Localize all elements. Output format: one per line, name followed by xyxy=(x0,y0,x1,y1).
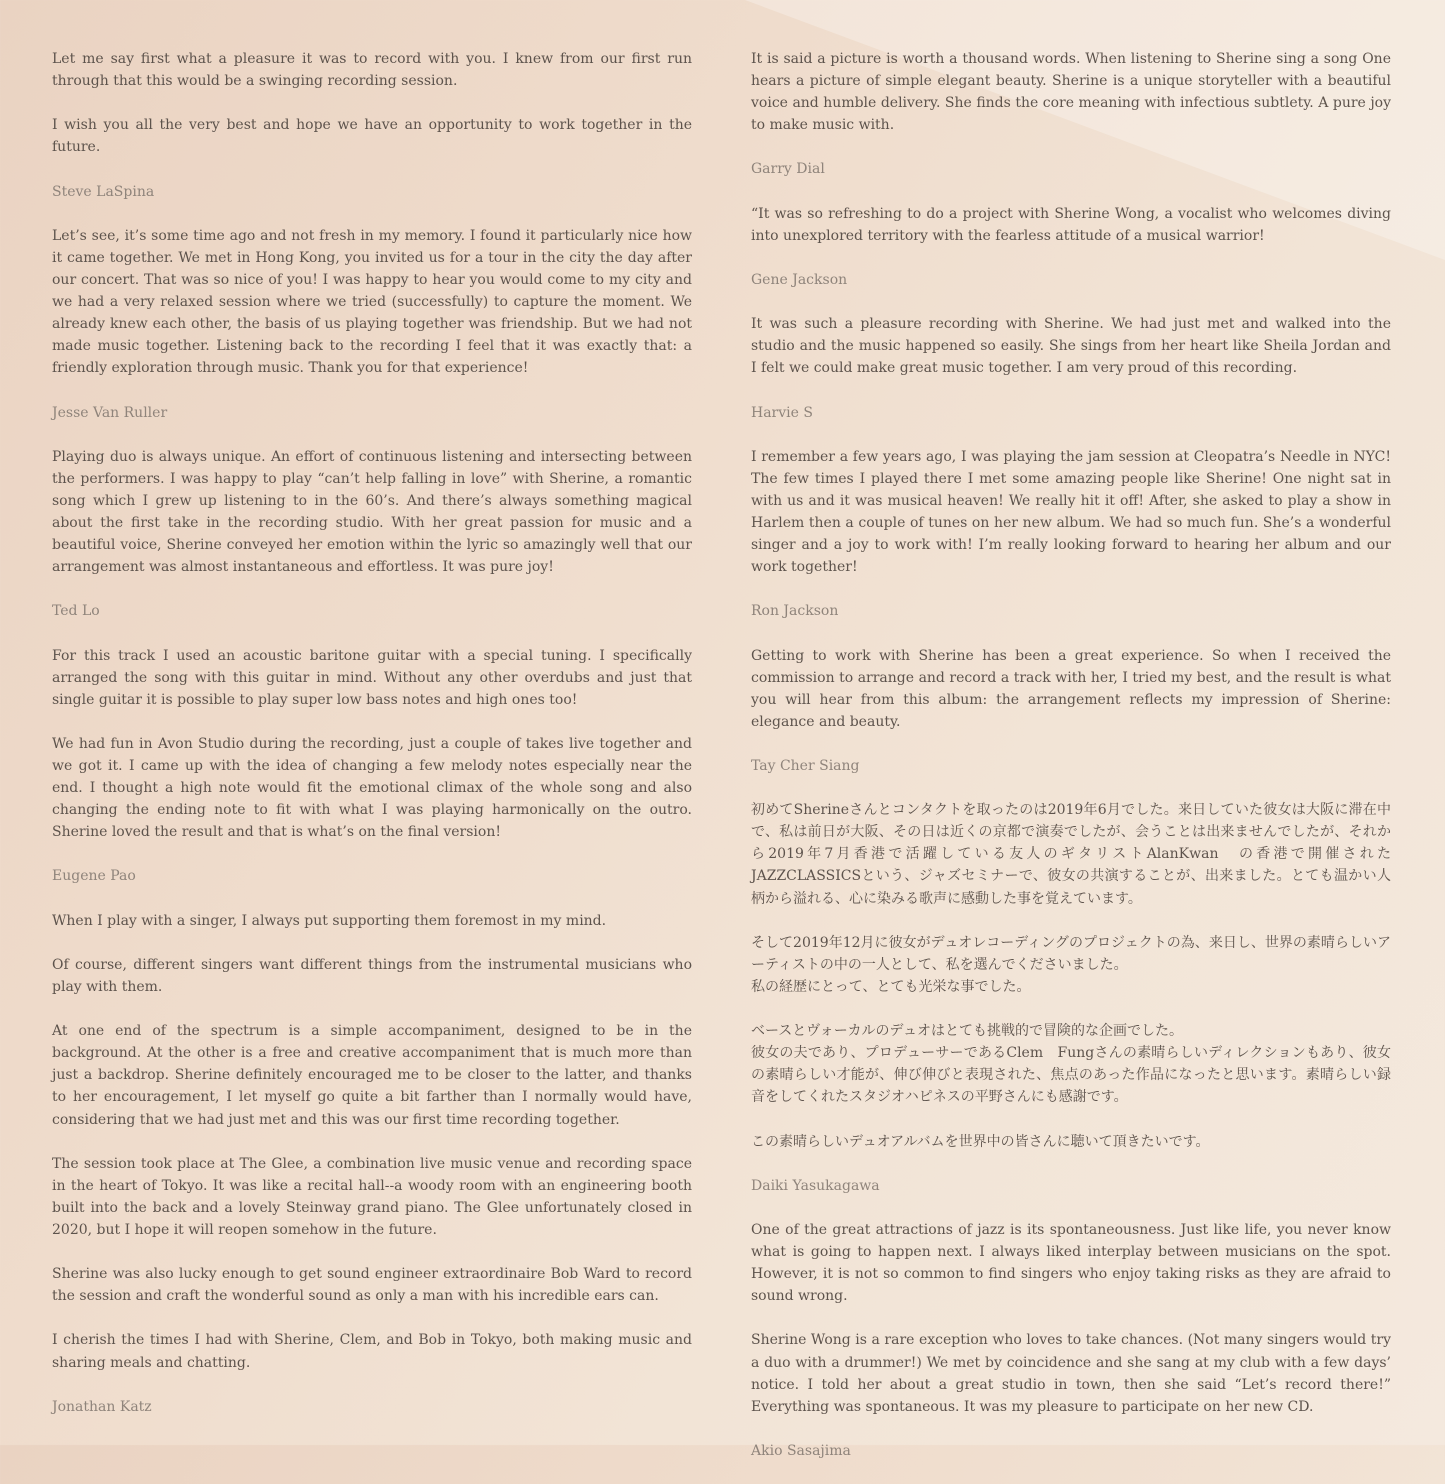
testimonial-paragraph: ベースとヴォーカルのデュオはとても挑戦的で冒険的な企画でした。 彼女の夫であり、プロデューサーであるClem Fungさんの素晴らしいディレクションもあり、彼女の素晴らしい才能が、伸び伸びと表現された、焦点のあった作品になったと思います。素晴らしい録音をしてくれたスタジオハピネスの平野さんにも感謝です。 xyxy=(751,1023,1391,1106)
testimonial-paragraph: I cherish the times I had with Sherine, Clem, and Bob in Tokyo, both making music and sharing meals and chatting. xyxy=(52,1332,692,1371)
author-signature: Garry Dial xyxy=(751,161,825,178)
testimonial-paragraph: For this track I used an acoustic baritone guitar with a special tuning. I specifically arranged the song with this guitar in mind. Without any other overdubs and just that single guitar it is possible to play super low bass notes and high ones too! xyxy=(52,647,692,708)
right-column xyxy=(751,48,1391,1484)
author-signature: Ron Jackson xyxy=(751,603,839,620)
testimonial-paragraph: 初めてSherineさんとコンタクトを取ったのは2019年6月でした。来日していた彼女は大阪に滞在中で、私は前日が大阪、その日は近くの京都で演奏でしたが、会うことは出来ませんでしたが、それから2019年7月香港で活躍している友人のギタリストAlanKwan の香港で開催されたJAZZCLASSICSという、ジャズセミナーで、彼女の共演することが、出来ました。とても温かい人柄から溢れる、心に染みる歌声に感動した事を覚えています。 xyxy=(751,802,1391,907)
author-signature: Gene Jackson xyxy=(751,271,848,288)
testimonial-paragraph: I remember a few years ago, I was playing the jam session at Cleopatra’s Needle in NYC! The few times I played there I met some amazing people like Sherine! One night sat in with us and it was musical heaven! We really hit it off! After, she asked to play a show in Harlem then a couple of tunes on her new album. We had so much fun. She’s a wonderful singer and a joy to work with! I’m really looking forward to hearing her album and our work together! xyxy=(751,448,1391,576)
author-signature: Jonathan Katz xyxy=(52,1398,152,1415)
testimonial-paragraph: Getting to work with Sherine has been a great experience. So when I received the commission to arrange and record a track with her, I tried my best, and the result is what you will hear from this album: the arrangement reflects my impression of Sherine: elegance and beauty. xyxy=(751,647,1391,730)
testimonial-paragraph: At one end of the spectrum is a simple accompaniment, designed to be in the background. At the other is a free and creative accompaniment that is much more than just a backdrop. Sherine definitely encouraged me to be closer to the latter, and thanks to her encouragement, I let myself go quite a bit farther than I normally would have, considering that we had just met and this was our first time recording together. xyxy=(52,1023,692,1128)
author-signature: Akio Sasajima xyxy=(751,1442,851,1459)
testimonial-paragraph: I wish you all the very best and hope we have an opportunity to work together in the future. xyxy=(52,117,692,156)
testimonial-paragraph: この素晴らしいデュオアルバムを世界中の皆さんに聴いて頂きたいです。 xyxy=(751,1133,1210,1150)
testimonial-paragraph: “It was so refreshing to do a project with Sherine Wong, a vocalist who welcomes diving into unexplored territory with the fearless attitude of a musical warrior! xyxy=(751,205,1391,244)
author-signature: Eugene Pao xyxy=(52,868,136,885)
left-column xyxy=(52,48,692,1440)
author-signature: Daiki Yasukagawa xyxy=(751,1177,880,1194)
testimonial-paragraph: Sherine Wong is a rare exception who loves to take chances. (Not many singers would try a duo with a drummer!) We met by coincidence and she sang at my club with a few days’ notice. I told her about a great studio in town, then she said “Let’s record there!” Everything was spontaneous. It was my pleasure to participate on her new CD. xyxy=(751,1332,1391,1415)
testimonial-paragraph: When I play with a singer, I always put supporting them foremost in my mind. xyxy=(52,912,607,929)
author-signature: Ted Lo xyxy=(52,603,100,620)
testimonial-paragraph: It was such a pleasure recording with Sherine. We had just met and walked into the studio and the music happened so easily. She sings from her heart like Sheila Jordan and I felt we could make great music together. I am very proud of this recording. xyxy=(751,316,1391,377)
testimonial-paragraph: Of course, different singers want different things from the instrumental musicians who play with them. xyxy=(52,956,692,995)
author-signature: Harvie S xyxy=(751,404,813,421)
testimonial-paragraph: It is said a picture is worth a thousand words. When listening to Sherine sing a song One hears a picture of simple elegant beauty. Sherine is a unique storyteller with a beautiful voice and humble delivery. She finds the core meaning with infectious subtlety. A pure joy to make music with. xyxy=(751,51,1391,134)
testimonial-paragraph: Playing duo is always unique. An effort of continuous listening and intersecting between the performers. I was happy to play “can’t help falling in love” with Sherine, a romantic song which I grew up listening to in the 60’s. And there’s always something magical about the first take in the recording studio. With her great passion for music and a beautiful voice, Sherine conveyed her emotion within the lyric so amazingly well that our arrangement was almost instantaneous and effortless. It was pure joy! xyxy=(52,448,692,576)
testimonial-paragraph: Sherine was also lucky enough to get sound engineer extraordinaire Bob Ward to record the session and craft the wonderful sound as only a man with his incredible ears can. xyxy=(52,1266,692,1305)
testimonial-paragraph: We had fun in Avon Studio during the recording, just a couple of takes live together and we got it. I came up with the idea of changing a few melody notes especially near the end. I thought a high note would fit the emotional climax of the whole song and also changing the ending note to fit with what I was playing harmonically on the outro. Sherine loved the result and that is what’s on the final version! xyxy=(52,735,692,841)
testimonial-paragraph: Let me say first what a pleasure it was to record with you. I knew from our first run through that this would be a swinging recording session. xyxy=(52,51,692,90)
author-signature: Tay Cher Siang xyxy=(751,758,860,774)
testimonial-paragraph: The session took place at The Glee, a combination live music venue and recording space in the heart of Tokyo. It was like a recital hall--a woody room with an engineering booth built into the back and a lovely Steinway grand piano. The Glee unfortunately closed in 2020, but I hope it will reopen somehow in the future. xyxy=(52,1155,692,1238)
author-signature: Steve LaSpina xyxy=(52,183,155,200)
testimonial-paragraph: そして2019年12月に彼女がデュオレコーディングのプロジェクトの為、来日し、世界の素晴らしいアーティストの中の一人として、私を選んでくださいました。 私の経歴にとって、とても光栄な事でした。 xyxy=(751,934,1391,995)
author-signature: Jesse Van Ruller xyxy=(52,404,168,421)
testimonial-paragraph: Let’s see, it’s some time ago and not fresh in my memory. I found it particularly nice how it came together. We met in Hong Kong, you invited us for a tour in the city the day after our concert. That was so nice of you! I was happy to hear you would come to my city and we had a very relaxed session where we tried (successfully) to capture the moment. We already knew each other, the basis of us playing together was friendship. But we had not made music together. Listening back to the recording I feel that it was exactly that: a friendly exploration through music. Thank you for that experience! xyxy=(52,227,692,377)
testimonial-paragraph: One of the great attractions of jazz is its spontaneousness. Just like life, you never know what is going to happen next. I always liked interplay between musicians on the spot. However, it is not so common to find singers who enjoy taking risks as they are afraid to sound wrong. xyxy=(751,1221,1391,1305)
